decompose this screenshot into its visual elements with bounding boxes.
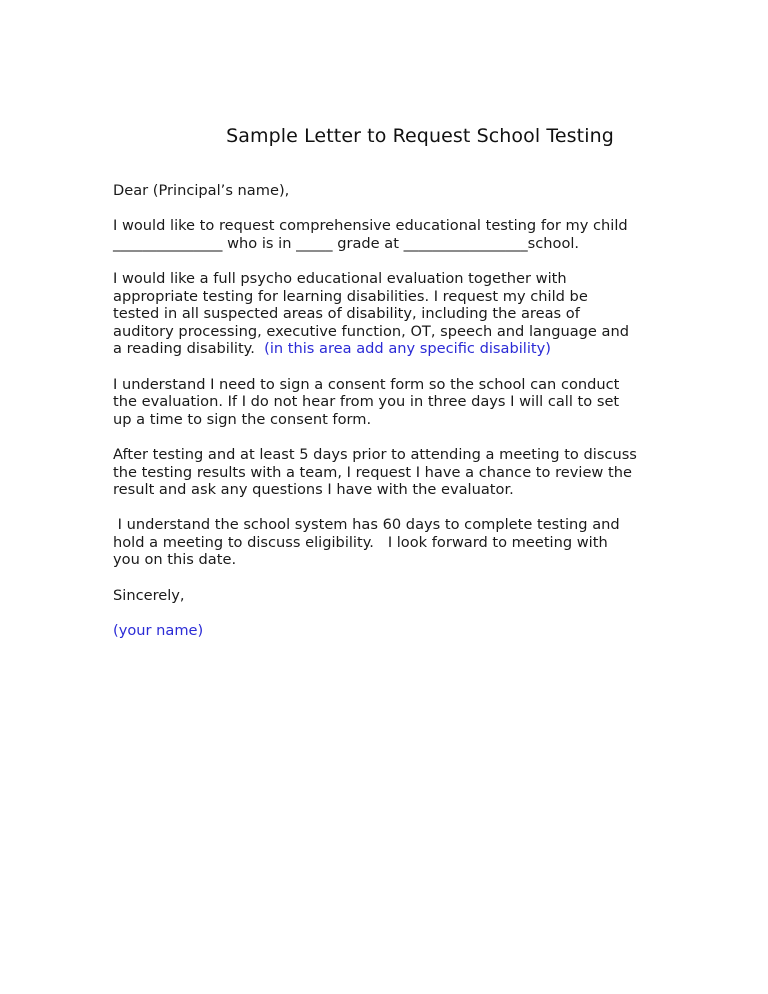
paragraph-request — [113, 217, 673, 252]
paragraph-line-text: a reading disability. — [113, 340, 265, 358]
paragraph-timeline — [113, 516, 673, 569]
paragraph-line: the evaluation. If I do not hear from you in three days I will call to set — [113, 393, 620, 411]
closing — [113, 587, 673, 605]
paragraph-line: I would like a full psycho educational evaluation together with — [113, 269, 567, 287]
paragraph-review — [113, 446, 673, 499]
paragraph-line: I understand the school system has 60 days to complete testing and — [113, 516, 620, 534]
letter-title: Sample Letter to Request School Testing — [226, 125, 614, 147]
signature-placeholder: (your name) — [113, 621, 204, 639]
paragraph-line: hold a meeting to discuss eligibility. I look forward to meeting with — [113, 533, 608, 551]
paragraph-line-with-placeholder — [113, 340, 673, 358]
paragraph-line: the testing results with a team, I request I have a chance to review the — [113, 463, 632, 481]
paragraph-line: I would like to request comprehensive educational testing for my child — [113, 217, 628, 235]
paragraph-line: auditory processing, executive function, OT, speech and language and — [113, 322, 629, 340]
paragraph-line: result and ask any questions I have with the evaluator. — [113, 481, 514, 499]
signature — [113, 622, 673, 640]
paragraph-line: tested in all suspected areas of disability, including the areas of — [113, 305, 580, 323]
paragraph-line: I understand I need to sign a consent form so the school can conduct — [113, 375, 620, 393]
letter-body — [113, 182, 673, 657]
paragraph-consent — [113, 376, 673, 429]
paragraph-evaluation — [113, 270, 673, 358]
paragraph-line: appropriate testing for learning disabilities. I request my child be — [113, 287, 588, 305]
paragraph-line: up a time to sign the consent form. — [113, 410, 372, 428]
closing-text: Sincerely, — [113, 586, 185, 604]
salutation-text: Dear (Principal’s name), — [113, 182, 290, 199]
paragraph-line: you on this date. — [113, 551, 237, 569]
fill-in-blanks-line: _______________ who is in _____ grade at _________________school. — [113, 234, 580, 252]
disability-placeholder: (in this area add any specific disability) — [264, 340, 551, 358]
paragraph-line: After testing and at least 5 days prior to attending a meeting to discuss — [113, 445, 637, 463]
salutation — [113, 182, 673, 200]
